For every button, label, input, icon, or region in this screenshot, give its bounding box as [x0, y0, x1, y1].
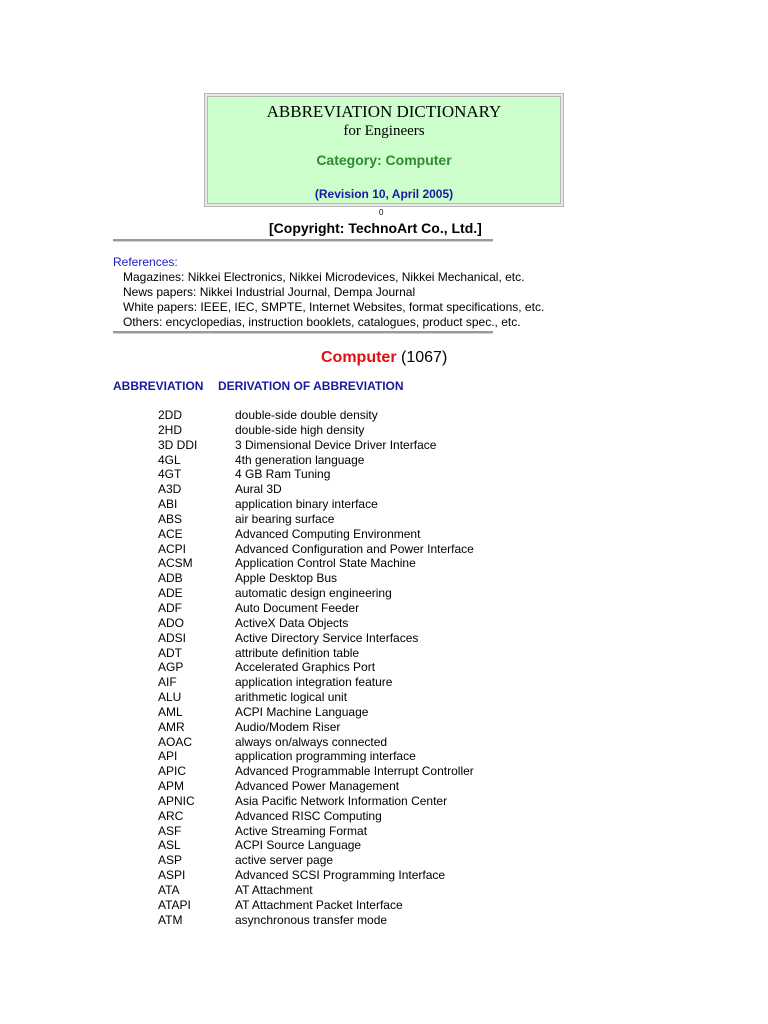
category-count: (1067) [401, 349, 448, 366]
list-item [0, 824, 768, 839]
list-item [0, 913, 768, 928]
entry-abbreviation: ADO [158, 615, 185, 630]
entry-derivation: Advanced Configuration and Power Interface [235, 541, 474, 556]
list-item [0, 423, 768, 438]
entry-derivation: AT Attachment Packet Interface [235, 897, 403, 912]
divider-bottom [113, 331, 493, 334]
entry-abbreviation: ALU [158, 690, 182, 705]
entry-derivation: ACPI Machine Language [235, 704, 369, 719]
entry-derivation: asynchronous transfer mode [235, 912, 388, 927]
list-item [0, 586, 768, 601]
entry-abbreviation: APNIC [158, 793, 195, 808]
revision-label: (Revision 10, April 2005) [314, 187, 454, 201]
entry-abbreviation: ASF [158, 823, 182, 838]
list-item [0, 853, 768, 868]
entry-abbreviation: ATM [158, 912, 183, 927]
entry-abbreviation: APM [158, 779, 185, 794]
entry-derivation: Advanced Programmable Interrupt Controller [235, 764, 474, 779]
list-item [0, 838, 768, 853]
list-item [0, 616, 768, 631]
list-item [0, 705, 768, 720]
entry-abbreviation: ACSM [158, 556, 193, 571]
reference-line: White papers: IEEE, IEC, SMPTE, Internet Websites, format specifications, etc. [123, 300, 545, 314]
entry-abbreviation: APIC [158, 764, 187, 779]
entry-abbreviation: AML [158, 704, 183, 719]
divider-top [113, 239, 493, 242]
entry-abbreviation: 2HD [158, 422, 183, 437]
list-item [0, 690, 768, 705]
entry-abbreviation: AIF [158, 675, 177, 690]
entry-derivation: Audio/Modem Riser [235, 719, 341, 734]
category-label: Category: Computer [316, 152, 452, 168]
list-item [0, 660, 768, 675]
list-item [0, 482, 768, 497]
entry-abbreviation: ADE [158, 586, 183, 601]
entry-abbreviation: ATA [158, 883, 180, 897]
list-item [0, 571, 768, 586]
category-name: Computer [321, 349, 397, 366]
list-item [0, 467, 768, 482]
entry-derivation: AT Attachment [235, 883, 313, 897]
entry-derivation: Active Streaming Format [235, 823, 368, 838]
list-item [0, 868, 768, 883]
entry-abbreviation: ASL [158, 838, 181, 853]
reference-line: Magazines: Nikkei Electronics, Nikkei Microdevices, Nikkei Mechanical, etc. [123, 270, 525, 284]
list-item [0, 631, 768, 646]
entry-abbreviation: 3D DDI [158, 437, 198, 452]
reference-line: Others: encyclopedias, instruction booklets, catalogues, product spec., etc. [123, 315, 521, 329]
dictionary-subtitle: for Engineers [343, 123, 425, 139]
entry-derivation: double-side high density [235, 422, 365, 437]
entry-abbreviation: API [158, 749, 178, 764]
entry-abbreviation: ASP [158, 853, 183, 868]
entry-derivation: Application Control State Machine [235, 556, 416, 571]
entry-derivation: Advanced Power Management [235, 779, 400, 794]
entry-derivation: application programming interface [235, 749, 416, 764]
entry-derivation: air bearing surface [235, 511, 335, 526]
title-box [204, 93, 564, 207]
entry-abbreviation: ADSI [158, 630, 187, 645]
entry-abbreviation: AGP [158, 660, 184, 675]
list-item [0, 794, 768, 809]
entry-derivation: attribute definition table [235, 645, 360, 660]
list-item [0, 764, 768, 779]
list-item [0, 898, 768, 913]
entry-derivation: Auto Document Feeder [235, 600, 360, 615]
entry-derivation: Asia Pacific Network Information Center [235, 793, 448, 808]
zero-mark: 0 [379, 208, 384, 217]
list-item [0, 438, 768, 453]
entry-derivation: always on/always connected [235, 734, 388, 749]
list-item [0, 779, 768, 794]
entry-abbreviation: ADF [158, 600, 182, 615]
entry-derivation: arithmetic logical unit [235, 690, 348, 705]
dictionary-title: ABBREVIATION DICTIONARY [266, 102, 502, 121]
entry-derivation: 4 GB Ram Tuning [235, 467, 331, 482]
entry-derivation: 3 Dimensional Device Driver Interface [235, 437, 437, 452]
list-item [0, 542, 768, 557]
entry-abbreviation: ATAPI [158, 897, 191, 912]
entry-derivation: ActiveX Data Objects [235, 615, 349, 630]
list-item [0, 809, 768, 824]
entry-derivation: double-side double density [235, 408, 378, 422]
list-item [0, 720, 768, 735]
entry-derivation: Advanced RISC Computing [235, 808, 382, 823]
entry-derivation: Accelerated Graphics Port [235, 660, 376, 675]
entry-abbreviation: AOAC [158, 734, 193, 749]
entry-derivation: Advanced SCSI Programming Interface [235, 868, 446, 883]
entry-abbreviation: ADB [158, 571, 183, 586]
entry-derivation: ACPI Source Language [235, 838, 362, 853]
list-item [0, 883, 768, 898]
list-item [0, 646, 768, 661]
list-item [0, 408, 768, 423]
entry-derivation: Apple Desktop Bus [235, 571, 338, 586]
entry-abbreviation: ABI [158, 497, 178, 512]
entry-abbreviation: ASPI [158, 868, 186, 883]
entry-abbreviation: ADT [158, 645, 182, 660]
copyright-notice: [Copyright: TechnoArt Co., Ltd.] [269, 220, 482, 236]
references-label: References: [113, 255, 178, 269]
list-item [0, 601, 768, 616]
entry-abbreviation: ACPI [158, 541, 187, 556]
list-item [0, 497, 768, 512]
entry-derivation: Active Directory Service Interfaces [235, 630, 419, 645]
entry-derivation: 4th generation language [235, 452, 365, 467]
reference-line: News papers: Nikkei Industrial Journal, Dempa Journal [123, 285, 416, 299]
entry-derivation: application binary interface [235, 497, 378, 512]
entry-abbreviation: ACE [158, 526, 183, 541]
entry-abbreviation: 4GL [158, 452, 181, 467]
entry-abbreviation: 4GT [158, 467, 182, 482]
list-item [0, 453, 768, 468]
entry-derivation: Advanced Computing Environment [235, 526, 421, 541]
entry-abbreviation: 2DD [158, 408, 183, 422]
column-header-derivation: DERIVATION OF ABBREVIATION [218, 379, 404, 393]
entry-abbreviation: ABS [158, 511, 183, 526]
column-header-abbreviation: ABBREVIATION [113, 379, 204, 393]
entry-abbreviation: A3D [158, 482, 182, 497]
entry-derivation: automatic design engineering [235, 586, 392, 601]
entry-derivation: active server page [235, 853, 334, 868]
list-item [0, 675, 768, 690]
abbreviation-list [0, 408, 768, 928]
category-heading [321, 349, 447, 367]
entry-abbreviation: AMR [158, 719, 185, 734]
list-item [0, 749, 768, 764]
list-item [0, 512, 768, 527]
list-item [0, 556, 768, 571]
entry-abbreviation: ARC [158, 808, 184, 823]
entry-derivation: Aural 3D [235, 482, 282, 497]
entry-derivation: application integration feature [235, 675, 393, 690]
list-item [0, 735, 768, 750]
list-item [0, 527, 768, 542]
